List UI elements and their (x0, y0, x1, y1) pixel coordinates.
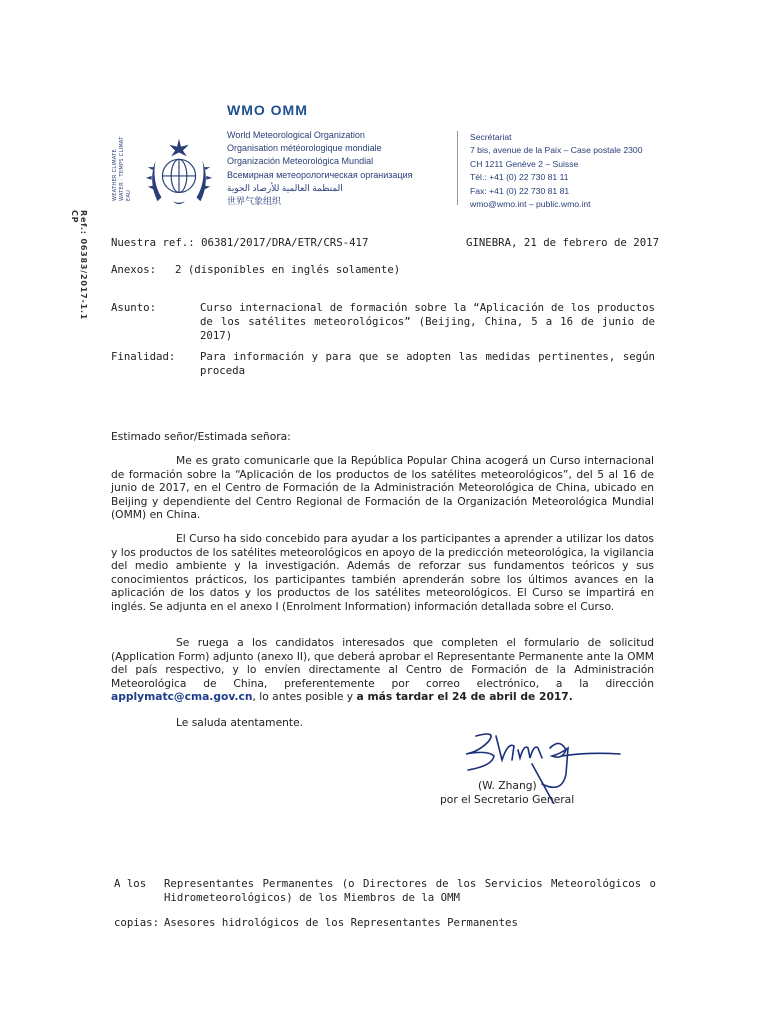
org-name-zh: 世界气象组织 (227, 196, 282, 207)
recipients-value: Representantes Permanentes (o Directores de los Servicios Meteorológicos o Hidrometeorológicos) de los Miembros de la OMM (164, 877, 656, 904)
secretariat-line: Secrétariat (470, 132, 512, 142)
org-name-ru: Всемирная метеорологическая организация (227, 169, 413, 180)
org-name-en: World Meteorological Organization (227, 130, 365, 140)
ref-label: Nuestra ref.: (111, 236, 195, 249)
asunto-label: Asunto: (111, 301, 157, 314)
deadline-text: a más tardar el 24 de abril de 2017. (356, 690, 573, 703)
copies-label: copias: (114, 916, 160, 929)
copies-value: Asesores hidrológicos de los Representantes Permanentes (164, 916, 518, 929)
signer-title: por el Secretario General (440, 793, 575, 806)
secretariat-line: wmo@wmo.int – public.wmo.int (470, 199, 591, 210)
application-email-link[interactable]: applymatc@cma.gov.cn (111, 690, 253, 703)
paragraph-2: El Curso ha sido concebido para ayudar a los participantes a aprender a utilizar los datos y los productos de los satélites meteorológicos en apoyo de la predicción meteorológica, la vigilancia del medio ambiente y la investigación. Además de reforzar sus fundamentos teóricos y sus conocimientos prácticos, los participantes también aprenderán sobre los últimos avances en la aplicación de los datos y los productos de los satélites meteorológicos. El Curso se impartirá en inglés. Se adjunta en el anexo I (Enrolment Information) información detallada sobre el Curso. (111, 532, 654, 613)
org-name-fr: Organisation météorologique mondiale (227, 143, 382, 154)
paragraph-3-text: Se ruega a los candidatos interesados que completen el formulario de solicitud (Application Form) adjunto (anexo II), que deberá aprobar el Representante Permanente ante la OMM del país respectivo, y lo envíen directamente al Centro de Formación de la Administración Meteorológica de China, preferentemente por correo electrónico, a la dirección (111, 636, 654, 690)
secretariat-line: 7 bis, avenue de la Paix – Case postale 2300 (470, 145, 643, 156)
finalidad-value: Para información y para que se adopten las medidas pertinentes, según proceda (200, 350, 655, 377)
paragraph-3 (111, 636, 654, 704)
signer-name: (W. Zhang) (478, 779, 537, 792)
place-date: GINEBRA, 21 de febrero de 2017 (466, 236, 660, 249)
secretariat-address (470, 131, 642, 211)
paragraph-3-mid: , lo antes posible y (252, 690, 354, 703)
secretariat-line: Fax: +41 (0) 22 730 81 81 (470, 185, 570, 196)
wmo-emblem-icon (140, 133, 218, 211)
asunto-value: Curso internacional de formación sobre la “Aplicación de los productos de los satélites meteorológicos” (Beijing, China, 5 a 16 de junio de 2017) (200, 301, 655, 342)
org-name-ar: المنظمة العالمية للأرصاد الجوية (227, 182, 343, 193)
closing: Le saluda atentamente. (176, 716, 304, 729)
header-divider (457, 131, 458, 205)
secretariat-line: Tél.: +41 (0) 22 730 81 11 (470, 172, 569, 183)
wmo-omm-title: WMO OMM (227, 102, 308, 118)
signature-image (458, 724, 628, 804)
organization-names (227, 129, 412, 208)
salutation: Estimado señor/Estimada señora: (111, 430, 291, 443)
recipients-label: A los (114, 877, 147, 890)
side-seal-text: WEATHER CLIMATE WATER · TEMPS CLIMAT EAU (112, 136, 132, 201)
reference-line (111, 236, 368, 249)
org-name-es: Organización Meteorológica Mundial (227, 156, 374, 167)
paragraph-1: Me es grato comunicarle que la República Popular China acogerá un Curso internacional de formación sobre la “Aplicación de los productos de los satélites meteorológicos”, del 5 al 16 de junio de 2017, en el Centro de Formación de la Administración Meteorológica de China, ubicado en Beijing y dependiente del Centro Regional de Formación de la Organización Meteorológica Mundial (OMM) en China. (111, 454, 654, 521)
anexos-value: 2 (disponibles en inglés solamente) (175, 263, 401, 276)
ref-value: 06381/2017/DRA/ETR/CRS-417 (201, 236, 369, 249)
anexos-label: Anexos: (111, 263, 157, 276)
side-reference: Ref.: 06383/2017-1.1 CP (70, 210, 88, 321)
secretariat-line: CH 1211 Genève 2 – Suisse (470, 158, 579, 169)
finalidad-label: Finalidad: (111, 350, 176, 363)
